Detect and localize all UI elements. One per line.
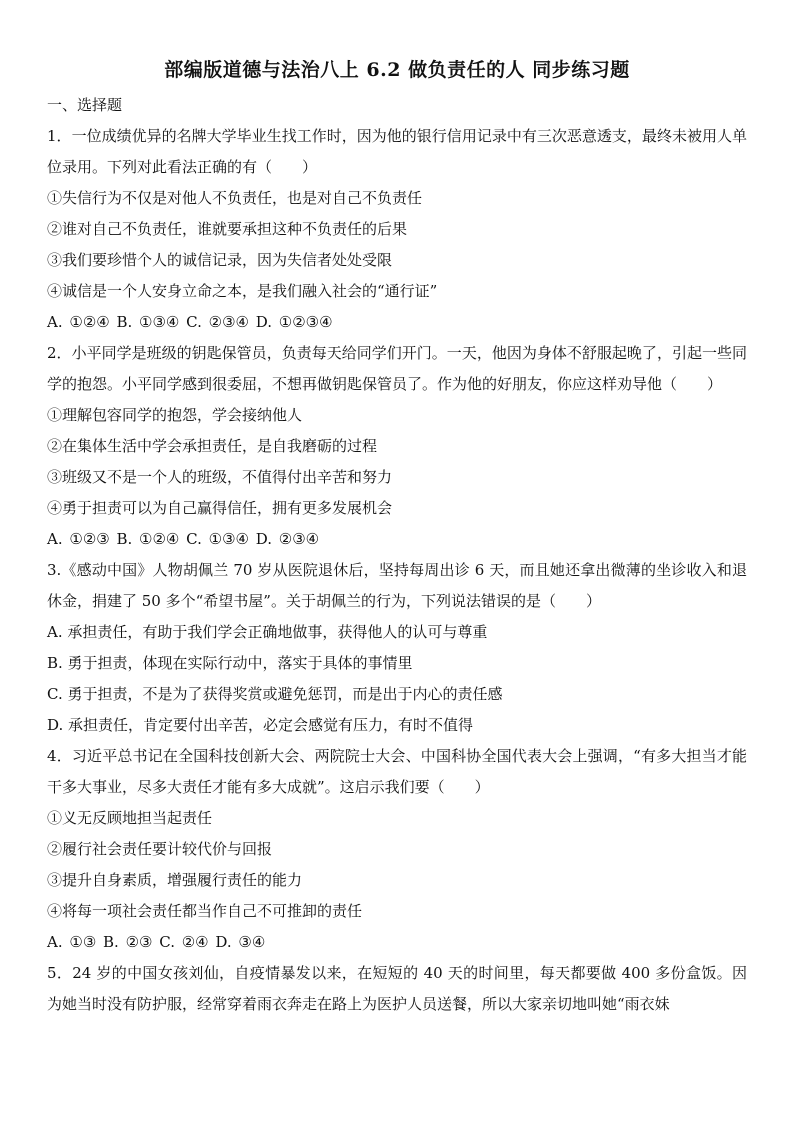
question-item: B. 勇于担责，体现在实际行动中，落实于具体的事情里 <box>47 654 413 672</box>
question-item: ④勇于担责可以为自己赢得信任，拥有更多发展机会 <box>47 499 393 517</box>
document-title: 部编版道德与法治八上 6.2 做负责任的人 同步练习题 <box>164 59 630 81</box>
question-item: ②在集体生活中学会承担责任，是自我磨砺的过程 <box>47 437 378 455</box>
question-stem: 5．24 岁的中国女孩刘仙，自疫情暴发以来，在短短的 40 天的时间里，每天都要做 400 多份盒饭。因为她当时没有防护服，经常穿着雨衣奔走在路上为医护人员送餐，所以大家亲切地叫她“雨衣妹 <box>47 964 747 1013</box>
question-item: ③我们要珍惜个人的诚信记录，因为失信者处处受限 <box>47 251 393 269</box>
question-stem: 2．小平同学是班级的钥匙保管员，负责每天给同学们开门。一天，他因为身体不舒服起晚了，引起一些同学的抱怨。小平同学感到很委屈，不想再做钥匙保管员了。作为他的好朋友，你应这样劝导他（ ） <box>47 344 747 393</box>
question-item: ③班级又不是一个人的班级，不值得付出辛苦和努力 <box>47 468 393 486</box>
question-item: ①理解包容同学的抱怨，学会接纳他人 <box>47 406 303 424</box>
question-item: ①义无反顾地担当起责任 <box>47 809 213 827</box>
question-5 <box>47 958 747 1020</box>
question-2 <box>47 338 747 555</box>
question-stem: 3.《感动中国》人物胡佩兰 70 岁从医院退休后，坚持每周出诊 6 天，而且她还拿出微薄的坐诊收入和退休金，捐建了 50 多个“希望书屋”。关于胡佩兰的行为，下列说法错误的是（ ） <box>47 561 747 610</box>
question-1 <box>47 121 747 338</box>
question-stem: 4．习近平总书记在全国科技创新大会、两院院士大会、中国科协全国代表大会上强调，“有多大担当才能干多大事业，尽多大责任才能有多大成就”。这启示我们要（ ） <box>47 747 747 796</box>
question-item: D. 承担责任，肯定要付出辛苦，必定会感觉有压力，有时不值得 <box>47 716 474 734</box>
question-item: ④将每一项社会责任都当作自己不可推卸的责任 <box>47 902 363 920</box>
question-item: ④诚信是一个人安身立命之本，是我们融入社会的“通行证” <box>47 282 438 300</box>
answer-options: A. ①②③ B. ①②④ C. ①③④ D. ②③④ <box>47 530 320 548</box>
question-item: ①失信行为不仅是对他人不负责任，也是对自己不负责任 <box>47 189 423 207</box>
question-item: ③提升自身素质，增强履行责任的能力 <box>47 871 303 889</box>
section-heading: 一、选择题 <box>47 96 123 114</box>
question-item: ②谁对自己不负责任，谁就要承担这种不负责任的后果 <box>47 220 408 238</box>
question-stem: 1．一位成绩优异的名牌大学毕业生找工作时，因为他的银行信用记录中有三次恶意透支，最终未被用人单位录用。下列对此看法正确的有（ ） <box>47 127 747 176</box>
question-item: C. 勇于担责，不是为了获得奖赏或避免惩罚，而是出于内心的责任感 <box>47 685 503 703</box>
question-item: ②履行社会责任要计较代价与回报 <box>47 840 273 858</box>
answer-options: A. ①②④ B. ①③④ C. ②③④ D. ①②③④ <box>47 313 333 331</box>
answer-options: A. ①③ B. ②③ C. ②④ D. ③④ <box>47 933 266 951</box>
question-item: A. 承担责任，有助于我们学会正确地做事，获得他人的认可与尊重 <box>47 623 488 641</box>
question-4 <box>47 741 747 958</box>
question-3 <box>47 555 747 741</box>
